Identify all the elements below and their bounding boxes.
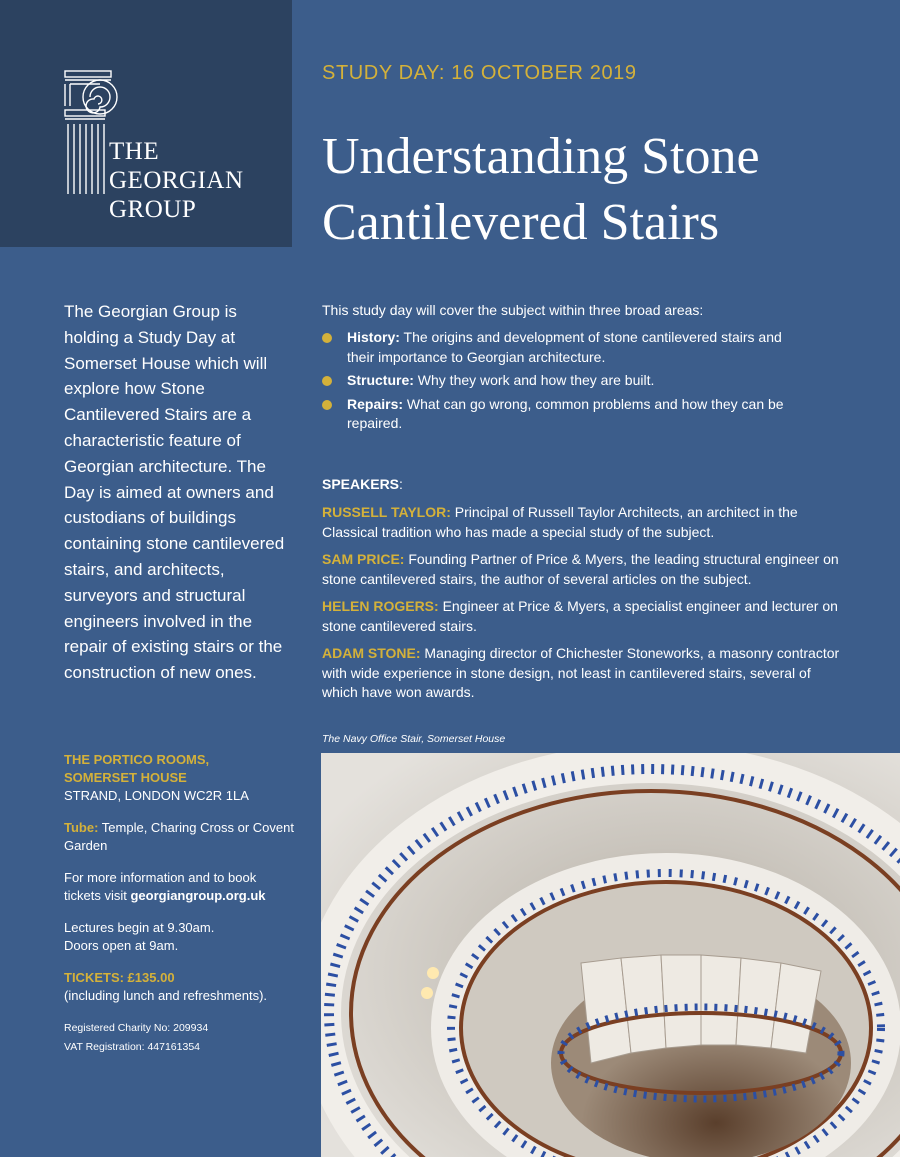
website-link[interactable]: georgiangroup.org.uk [130,888,266,903]
venue-name-line-1: THE PORTICO ROOMS, [64,752,210,767]
page-title [322,124,892,256]
logo-wordmark [109,137,244,224]
timings [64,919,294,955]
speaker-name: HELEN ROGERS: [322,598,439,614]
venue-info [64,751,294,1057]
speaker-entry [322,503,842,542]
logo-line-1: THE [109,138,160,165]
area-text: What can go wrong, common problems and how they can be repaired. [347,395,784,431]
area-label: Repairs: [347,395,404,412]
title-line-1: Understanding Stone [322,128,760,185]
speaker-name: ADAM STONE: [322,645,421,661]
areas-lead: This study day will cover the subject within three broad areas: [322,302,704,318]
doors-time: Doors open at 9am. [64,938,179,953]
bullet-icon [322,333,332,343]
tube-info [64,819,294,855]
venue-street: STRAND, LONDON WC2R 1LA [64,788,249,803]
bullet-icon [322,376,332,386]
speaker-bio: Managing director of Chichester Stoneworks, a masonry contractor with wide experience in stone design, not least in cantilevered stairs, several of which have won awards. [322,645,840,700]
staircase-illustration [321,753,900,1157]
area-label: History: [347,329,400,345]
speakers-heading [322,474,403,494]
speakers-heading-colon: : [399,476,403,492]
speaker-bio: Founding Partner of Price & Myers, the leading structural engineer on stone cantilevered stairs, the author of several articles on the subject. [322,551,839,587]
intro-paragraph: The Georgian Group is holding a Study Day at Somerset House which will explore how Stone Cantilevered Stairs are a characteristic feature of Georgian architecture. The Day is aimed at owners and custodians of buildings containing stone cantilevered stairs, and architects, surveyors and structural engineers involved in the repair of existing stairs or the construction of new ones. [64,302,285,683]
areas-list [322,328,792,438]
logo-panel [0,0,292,247]
staircase-photo [321,753,900,1157]
logo-line-3: GROUP [109,196,197,223]
speaker-entry [322,597,842,636]
title-line-2: Cantilevered Stairs [322,194,720,251]
speakers-heading-text: SPEAKERS [322,476,400,492]
list-item [322,371,792,391]
area-text: The origins and development of stone cantilevered stairs and their importance to Georgian architecture. [347,329,782,365]
tube-stations: Temple, Charing Cross or Covent Garden [64,820,294,853]
speakers-list [322,503,842,711]
speaker-bio: Engineer at Price & Myers, a specialist engineer and lecturer on stone cantilevered stairs. [322,598,838,634]
area-label: Structure: [347,372,414,388]
tickets-price: TICKETS: £135.00 [64,970,175,985]
lectures-time: Lectures begin at 9.30am. [64,920,215,935]
tube-label: Tube: [64,820,99,835]
area-text: Why they work and how they are built. [413,372,655,388]
tickets-note: (including lunch and refreshments). [64,988,268,1003]
registration-info [64,1019,294,1057]
speaker-name: RUSSELL TAYLOR: [322,504,451,520]
charity-number: Registered Charity No: 209934 [64,1022,209,1034]
list-item [322,395,792,434]
speaker-name: SAM PRICE: [322,551,405,567]
study-day-date: STUDY DAY: 16 OCTOBER 2019 [322,62,637,84]
speaker-entry [322,644,842,703]
bullet-icon [322,400,332,410]
venue-address [64,751,294,805]
ticket-info [64,969,294,1005]
photo-caption: The Navy Office Stair, Somerset House [322,733,506,745]
venue-name-line-2: SOMERSET HOUSE [64,770,187,785]
booking-info [64,869,294,905]
booking-text: For more information and to book tickets visit [64,870,257,903]
speaker-bio: Principal of Russell Taylor Architects, an architect in the Classical tradition who has made a special study of the subject. [322,504,798,540]
list-item [322,328,792,367]
logo-line-2: GEORGIAN [109,167,244,194]
vat-number: VAT Registration: 447161354 [64,1041,201,1053]
speaker-entry [322,550,842,589]
